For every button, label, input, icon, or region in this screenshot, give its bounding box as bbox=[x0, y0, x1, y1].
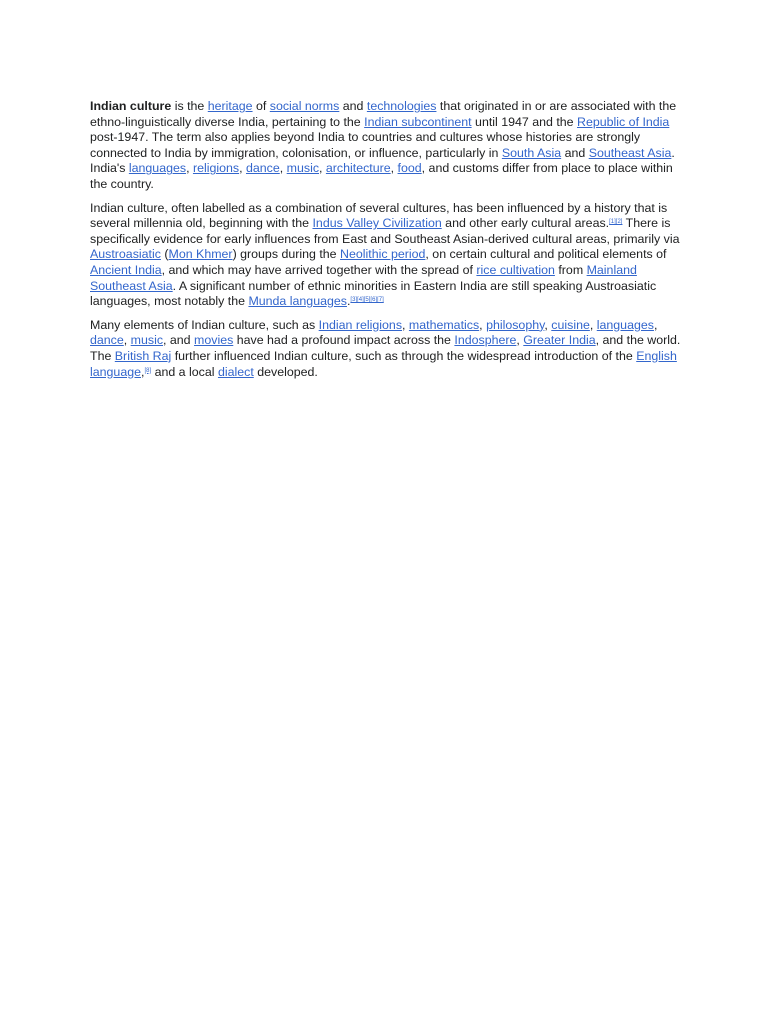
text: There is specifically evidence for early influences from East and Southeast Asian-derived cultural areas, primarily via bbox=[90, 216, 680, 246]
paragraph-3 bbox=[90, 318, 682, 380]
text: and bbox=[339, 99, 367, 113]
text: , bbox=[141, 364, 145, 379]
link-indosphere[interactable]: Indosphere bbox=[454, 333, 517, 348]
text: , on certain cultural and political elements of bbox=[425, 247, 667, 262]
link-languages[interactable]: languages bbox=[596, 317, 654, 332]
text: and a local bbox=[151, 364, 218, 379]
paragraph-2 bbox=[90, 201, 682, 310]
text: , and customs differ from place to place within the country. bbox=[90, 161, 673, 191]
text: , and bbox=[163, 333, 195, 348]
link-mainland-southeast-asia[interactable]: Mainland Southeast Asia bbox=[90, 262, 637, 293]
text: from bbox=[554, 262, 587, 277]
citation-ref bbox=[609, 219, 622, 225]
link-munda-languages[interactable]: Munda languages bbox=[248, 294, 347, 309]
citation-link[interactable]: [1][2] bbox=[609, 219, 623, 226]
link-indian-religions[interactable]: Indian religions bbox=[318, 317, 403, 332]
text: . India's bbox=[90, 145, 675, 176]
text: , bbox=[390, 161, 398, 176]
text: , bbox=[279, 161, 287, 176]
subject-term: Indian culture bbox=[90, 99, 172, 113]
link-languages[interactable]: languages bbox=[128, 161, 187, 176]
citation-link[interactable]: [8] bbox=[144, 367, 152, 374]
text: ( bbox=[160, 247, 169, 262]
link-dialect[interactable]: dialect bbox=[217, 364, 254, 379]
link-religions[interactable]: religions bbox=[192, 161, 240, 176]
text: and other early cultural areas. bbox=[441, 216, 610, 231]
text: , bbox=[123, 333, 131, 348]
text: developed. bbox=[253, 364, 318, 379]
link-dance[interactable]: dance bbox=[246, 161, 280, 176]
link-music[interactable]: music bbox=[286, 161, 320, 176]
link-food[interactable]: food bbox=[397, 161, 422, 176]
text: have had a profound impact across the bbox=[233, 333, 455, 348]
text: , and the world. The bbox=[90, 333, 681, 363]
text: , and which may have arrived together with the spread of bbox=[161, 262, 477, 277]
link-ancient-india[interactable]: Ancient India bbox=[90, 262, 162, 277]
text: , bbox=[186, 161, 193, 176]
text: , bbox=[239, 161, 246, 176]
text: further influenced Indian culture, such as through the widespread introduction of the bbox=[171, 348, 637, 363]
link-british-raj[interactable]: British Raj bbox=[114, 348, 172, 363]
text: is the bbox=[171, 99, 208, 113]
text: . bbox=[346, 294, 351, 309]
link-movies[interactable]: movies bbox=[194, 333, 234, 348]
text: post-1947. The term also applies beyond India to countries and cultures whose histories are strongly connected to India by immigration, colonisation, or influence, particularly in bbox=[90, 130, 641, 160]
link-cuisine[interactable]: cuisine bbox=[551, 317, 590, 332]
text: of bbox=[252, 99, 270, 113]
link-austroasiatic[interactable]: Austroasiatic bbox=[90, 247, 161, 262]
link-dance[interactable]: dance bbox=[90, 333, 124, 348]
citation-link[interactable]: [3][4][5][6][7] bbox=[350, 297, 384, 304]
link-technologies[interactable]: technologies bbox=[366, 99, 437, 113]
text: Indian culture, often labelled as a combination of several cultures, has been influenced by a history that is several millennia old, beginning with the bbox=[90, 200, 668, 231]
link-architecture[interactable]: architecture bbox=[325, 161, 391, 176]
text: , bbox=[319, 161, 326, 176]
link-philosophy[interactable]: philosophy bbox=[486, 317, 545, 332]
link-rice-cultivation[interactable]: rice cultivation bbox=[476, 262, 555, 277]
text: , bbox=[544, 317, 552, 332]
link-heritage[interactable]: heritage bbox=[207, 99, 253, 113]
text: and bbox=[561, 145, 589, 160]
link-mon-khmer[interactable]: Mon Khmer bbox=[168, 247, 233, 262]
text: that originated in or are associated with the ethno-linguistically diverse India, pertaining to the bbox=[90, 99, 677, 129]
text: Many elements of Indian culture, such as bbox=[90, 317, 319, 332]
link-republic-of-india[interactable]: Republic of India bbox=[577, 114, 670, 129]
text: , bbox=[479, 317, 487, 332]
paragraph-1 bbox=[90, 99, 682, 193]
text: , bbox=[653, 317, 658, 332]
link-music[interactable]: music bbox=[130, 333, 164, 348]
citation-ref bbox=[350, 297, 383, 303]
link-south-asia[interactable]: South Asia bbox=[501, 145, 562, 160]
text: , bbox=[589, 317, 597, 332]
article-body bbox=[90, 99, 682, 388]
link-indus-valley-civilization[interactable]: Indus Valley Civilization bbox=[312, 216, 442, 231]
text: until 1947 and the bbox=[471, 114, 578, 129]
link-mathematics[interactable]: mathematics bbox=[408, 317, 480, 332]
text: . A significant number of ethnic minorities in Eastern India are still speaking Austroasiatic languages, most notably the bbox=[90, 278, 657, 309]
link-neolithic-period[interactable]: Neolithic period bbox=[340, 247, 426, 262]
link-southeast-asia[interactable]: Southeast Asia bbox=[588, 145, 672, 160]
link-social-norms[interactable]: social norms bbox=[269, 99, 340, 113]
link-greater-india[interactable]: Greater India bbox=[523, 333, 596, 348]
link-indian-subcontinent[interactable]: Indian subcontinent bbox=[364, 114, 472, 129]
text: , bbox=[516, 333, 524, 348]
link-english-language[interactable]: English language bbox=[90, 348, 677, 379]
text: , bbox=[402, 317, 409, 332]
text: ) groups during the bbox=[232, 247, 341, 262]
